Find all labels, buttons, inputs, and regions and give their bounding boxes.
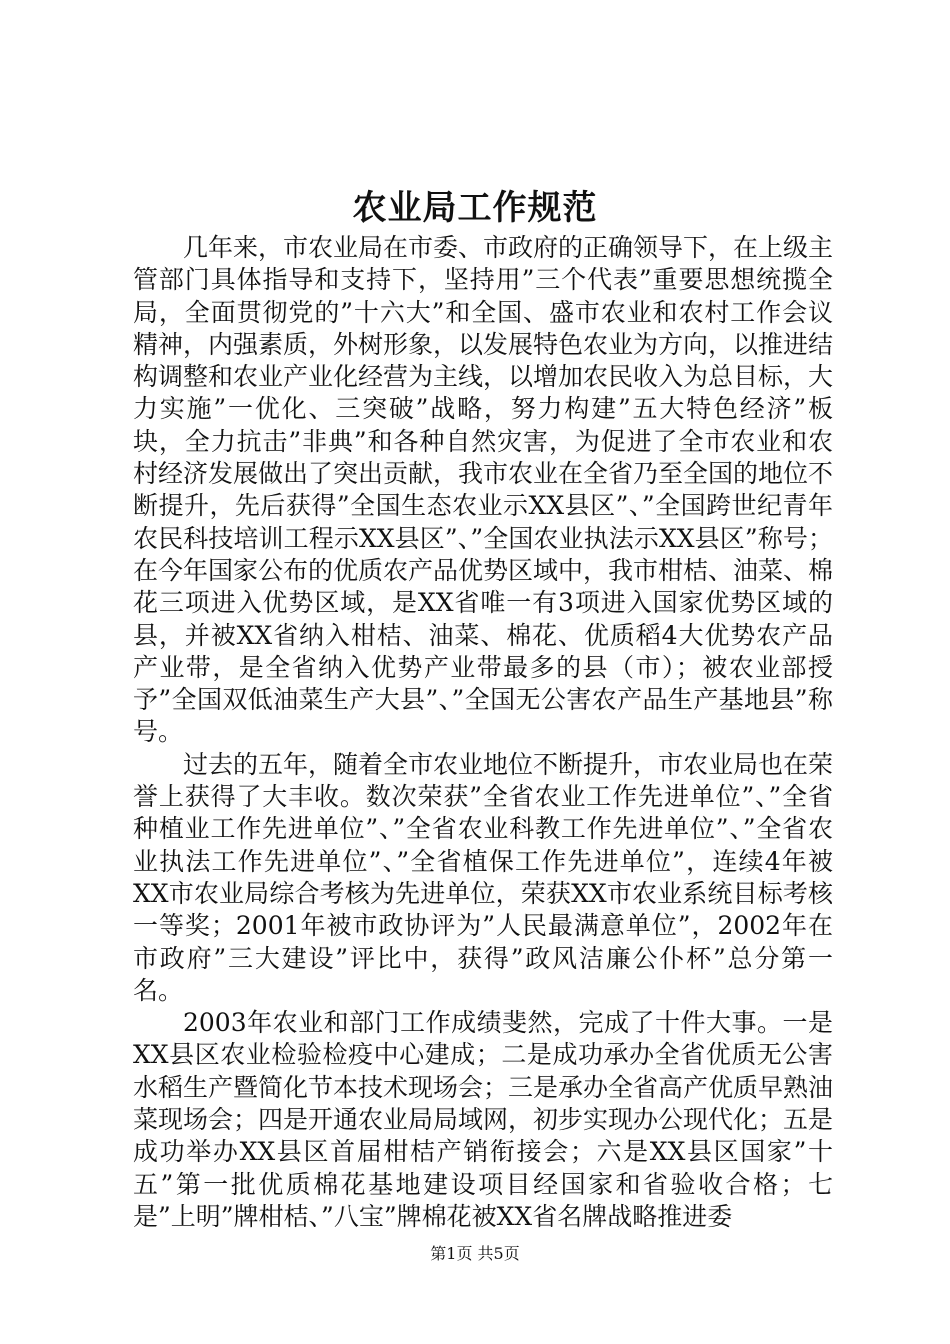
document-body xyxy=(133,232,833,1233)
paragraph: 2003年农业和部门工作成绩斐然，完成了十件大事。一是XX县区农业检验检疫中心建成；二是成功承办全省优质无公害水稻生产暨简化节本技术现场会；三是承办全省高产优质早熟油菜现场会；四是开通农业局局域网，初步实现办公现代化；五是成功举办XX县区首届柑桔产销衔接会；六是XX县区国家”十五”第一批优质棉花基地建设项目经国家和省验收合格；七是”上明”牌柑桔、”八宝”牌棉花被XX省名牌战略推进委 xyxy=(133,1008,834,1231)
paragraph: 过去的五年，随着全市农业地位不断提升，市农业局也在荣誉上获得了大丰收。数次荣获”全省农业工作先进单位”、”全省种植业工作先进单位”、”全省农业科教工作先进单位”、”全省农业执法工作先进单位”、”全省植保工作先进单位”，连续4年被XX市农业局综合考核为先进单位，荣获XX市农业系统目标考核一等奖；2001年被市政协评为”人民最满意单位”，2002年在市政府”三大建设”评比中，获得”政风洁廉公仆杯”总分第一名。 xyxy=(133,749,834,1005)
paragraph: 几年来，市农业局在市委、市政府的正确领导下，在上级主管部门具体指导和支持下，坚持用”三个代表”重要思想统揽全局，全面贯彻党的”十六大”和全国、盛市农业和农村工作会议精神，内强素质，外树形象，以发展特色农业为方向，以推进结构调整和农业产业化经营为主线，以增加农民收入为总目标，大力实施”一优化、三突破”战略，努力构建”五大特色经济”板块，全力抗击”非典”和各种自然灾害，为促进了全市农业和农村经济发展做出了突出贡献，我市农业在全省乃至全国的地位不断提升，先后获得”全国生态农业示XX县区”、”全国跨世纪青年农民科技培训工程示XX县区”、”全国农业执法示XX县区”称号；在今年国家公布的优质农产品优势区域中，我市柑桔、油菜、棉花三项进入优势区域，是XX省唯一有3项进入国家优势区域的县，并被XX省纳入柑桔、油菜、棉花、优质稻4大优势农产品产业带，是全省纳入优势产业带最多的县（市）；被农业部授予”全国双低油菜生产大县”、”全国无公害农产品生产基地县”称号。 xyxy=(133,233,834,747)
page-number-footer: 第1页 共5页 xyxy=(430,1244,520,1263)
document-title: 农业局工作规范 xyxy=(352,188,598,228)
